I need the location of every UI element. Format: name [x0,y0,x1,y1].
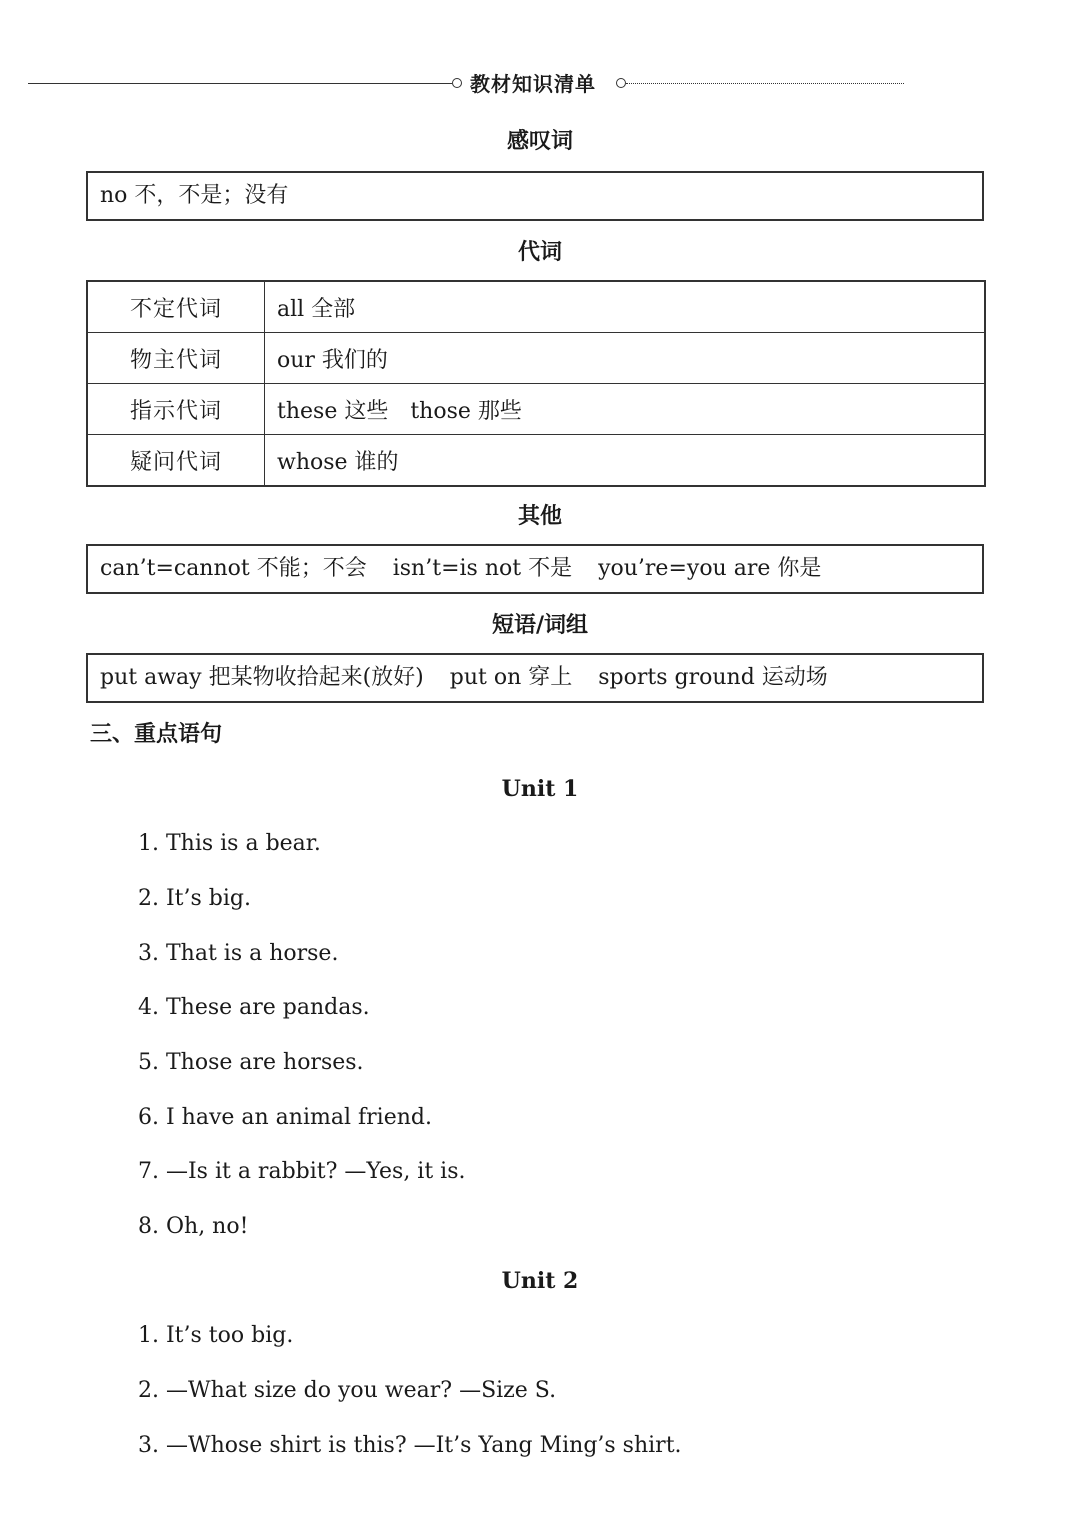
sentence: 7. —Is it a rabbit? —Yes, it is. [138,1159,466,1184]
header-rule-left [28,83,452,84]
others-box [86,544,984,594]
sentence: 2. It’s big. [138,886,251,911]
others-item: can’t=cannot 不能；不会 [100,556,367,581]
sentence: 4. These are pandas. [138,995,370,1020]
pronoun-value: our 我们的 [265,333,986,384]
interjection-title: 感叹词 [506,129,573,154]
interjection-content: no 不，不是；没有 [100,183,289,208]
pronoun-value: whose 谁的 [265,435,986,487]
sentence: 1. This is a bear. [138,831,321,856]
table-row [87,435,985,487]
others-title: 其他 [517,504,562,529]
header-circle-left [452,78,462,88]
sentence: 2. —What size do you wear? —Size S. [138,1378,557,1403]
page-header [28,70,904,98]
pronoun-value: all 全部 [265,281,986,333]
pronoun-type-label: 不定代词 [87,281,265,333]
others-item: isn’t=is not 不是 [392,556,573,581]
sentence: 3. That is a horse. [138,941,339,966]
phrase-item: put on 穿上 [449,665,573,690]
phrases-title: 短语/词组 [491,613,589,638]
pronouns-table [86,280,986,487]
pronoun-type-label: 物主代词 [87,333,265,384]
sentence: 3. —Whose shirt is this? —It’s Yang Ming’s shirt. [138,1433,682,1458]
table-row [87,333,985,384]
key-sentences-heading: 三、重点语句 [90,722,223,747]
table-row [87,281,985,333]
unit-title: Unit 2 [501,1268,579,1294]
header-title: 教材知识清单 [470,72,596,96]
others-item: you’re=you are 你是 [598,556,822,581]
sentence: 8. Oh, no! [138,1214,249,1239]
pronoun-value: these 这些 those 那些 [265,384,986,435]
header-circle-right [616,78,626,88]
phrase-item: put away 把某物收拾起来(放好) [100,665,424,690]
sentence: 1. It’s too big. [138,1323,294,1348]
pronouns-title: 代词 [517,240,562,265]
pronoun-type-label: 疑问代词 [87,435,265,487]
phrase-item: sports ground 运动场 [598,665,828,690]
sentence: 5. Those are horses. [138,1050,364,1075]
phrases-box [86,653,984,703]
unit-title: Unit 1 [501,776,579,802]
table-row [87,384,985,435]
interjection-box [86,171,984,221]
pronoun-type-label: 指示代词 [87,384,265,435]
header-rule-right [626,83,904,84]
sentence: 6. I have an animal friend. [138,1105,432,1130]
